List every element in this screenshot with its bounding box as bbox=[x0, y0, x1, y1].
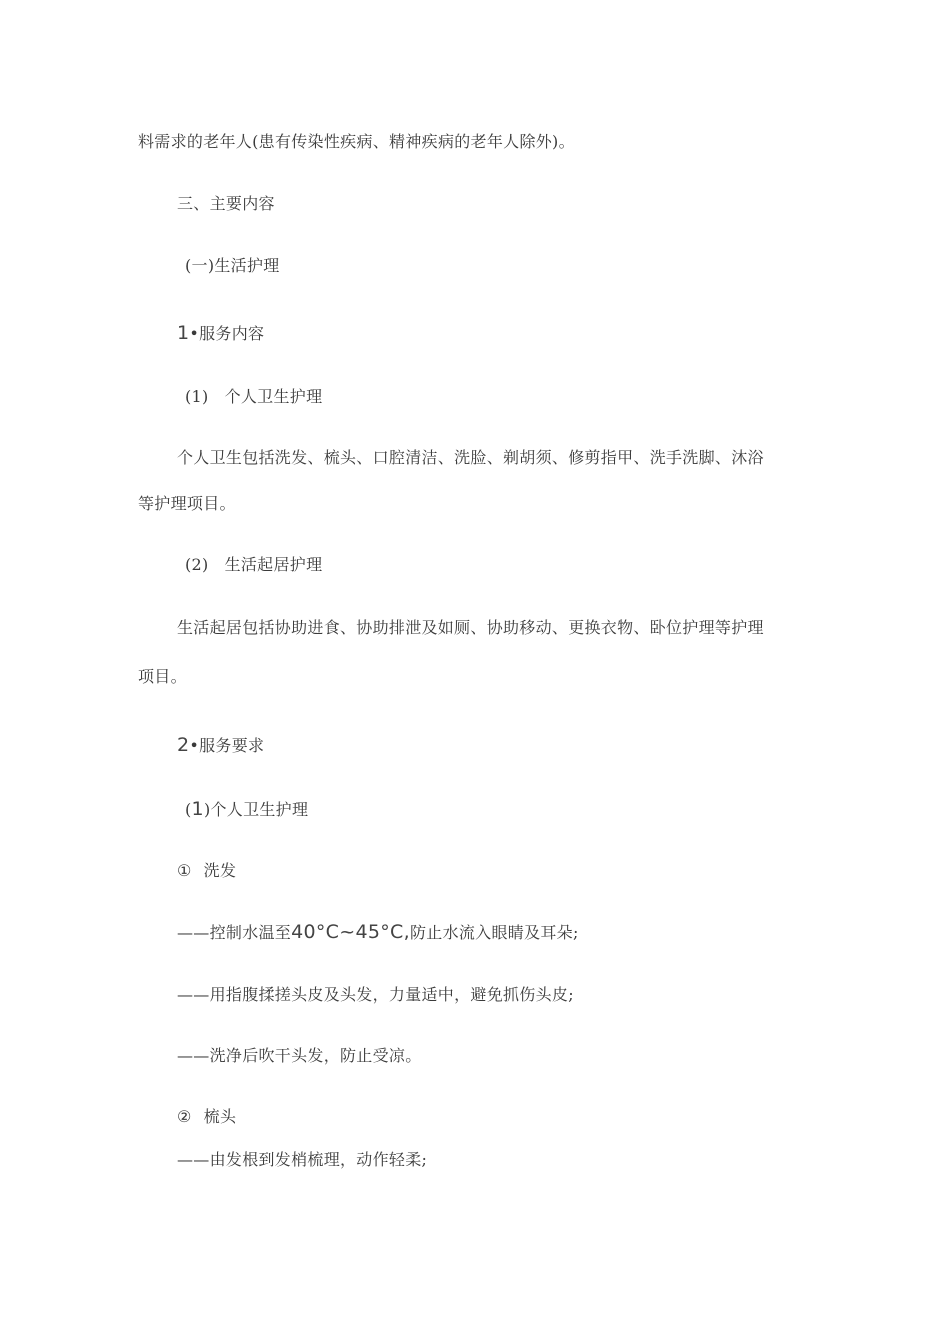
point-title: 生活起居护理 bbox=[224, 555, 323, 574]
paren-open: ( bbox=[185, 800, 192, 819]
subitem-heading-comb bbox=[177, 1107, 236, 1127]
paragraph-line: 个人卫生包括洗发、梳头、口腔清洁、洗脸、剃胡须、修剪指甲、洗手洗脚、沐浴 bbox=[177, 448, 764, 467]
paragraph-line: 生活起居包括协助进食、协助排泄及如厕、协助移动、更换衣物、卧位护理等护理 bbox=[177, 618, 764, 637]
item-heading-service-requirements bbox=[177, 735, 264, 756]
requirement-heading-personal-hygiene bbox=[185, 799, 308, 820]
item-heading-service-content bbox=[177, 323, 264, 344]
subitem-title: 梳头 bbox=[203, 1107, 237, 1126]
point-heading-personal-hygiene bbox=[185, 387, 322, 407]
subsection-heading: (一)生活护理 bbox=[185, 256, 280, 275]
intro-tail-text: 料需求的老年人(患有传染性疾病、精神疾病的老年人除外)。 bbox=[138, 132, 575, 151]
item-number: 2 bbox=[177, 734, 190, 756]
circled-number-marker: ① bbox=[177, 861, 192, 880]
requirement-number: 1 bbox=[191, 798, 204, 820]
rule-line: ——洗净后吹干头发，防止受凉。 bbox=[177, 1046, 422, 1065]
subitem-heading-hair-wash bbox=[177, 861, 236, 881]
circled-number-marker: ② bbox=[177, 1107, 192, 1126]
section-heading: 三、主要内容 bbox=[177, 194, 275, 213]
point-number: (1) bbox=[185, 387, 209, 406]
point-title: 个人卫生护理 bbox=[224, 387, 323, 406]
item-label: •服务要求 bbox=[189, 736, 265, 755]
rule-line: ——由发根到发梢梳理，动作轻柔; bbox=[177, 1150, 428, 1169]
subitem-title: 洗发 bbox=[203, 861, 237, 880]
paragraph-line: 项目。 bbox=[138, 667, 187, 686]
point-heading-daily-living bbox=[185, 555, 322, 575]
temperature-range: 40°C~45°C, bbox=[291, 921, 410, 943]
paragraph-line: 等护理项目。 bbox=[138, 494, 236, 513]
point-number: (2) bbox=[185, 555, 209, 574]
item-label: •服务内容 bbox=[189, 324, 265, 343]
rule-prefix: ——控制水温至 bbox=[177, 923, 292, 942]
rule-suffix: 防止水流入眼睛及耳朵; bbox=[409, 923, 579, 942]
requirement-title: )个人卫生护理 bbox=[203, 800, 309, 819]
rule-line: ——用指腹揉搓头皮及头发，力量适中，避免抓伤头皮; bbox=[177, 985, 574, 1004]
rule-line bbox=[177, 922, 579, 943]
item-number: 1 bbox=[177, 322, 190, 344]
